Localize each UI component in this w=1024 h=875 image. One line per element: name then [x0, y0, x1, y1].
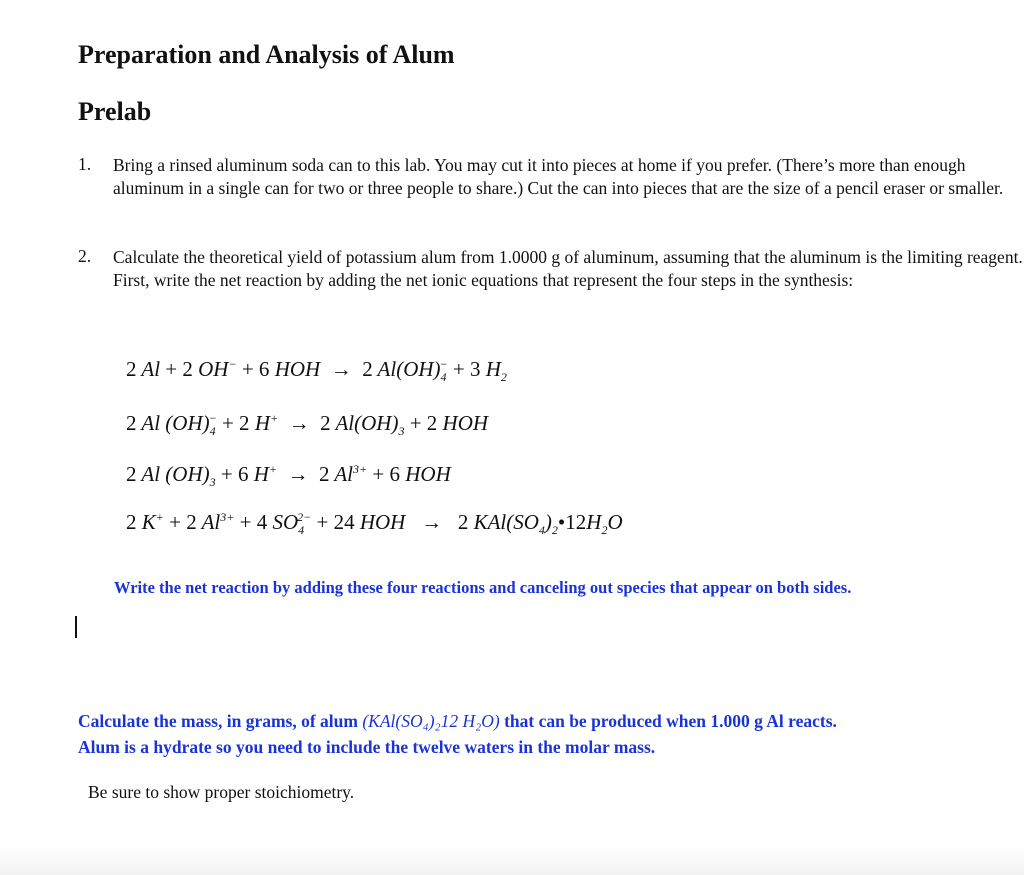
item-text: Bring a rinsed aluminum soda can to this lab. You may cut it into pieces at home if you prefer. (There’s more than enough aluminum in a single can for two or three people to share.) Cut the can into pieces that are the size of a pencil eraser or smaller. [113, 155, 1004, 198]
page-title: Preparation and Analysis of Alum [78, 40, 455, 69]
equation-3: 2 Al $(OH)_3 + 6$ H+ → 2 $Al^{3+} + 6$ HOH [126, 462, 451, 490]
reminder-text: Be sure to show proper stoichiometry. [88, 782, 355, 802]
calculation-prompt [78, 708, 1018, 760]
item-number: 2. [78, 246, 92, 266]
equation-1: 2 Al + 2 OH− + 6 HOH → 2 $Al(OH)_4^- + 3$ $H_2$ [126, 357, 507, 385]
alum-formula: (KAl(SO₄)₂12 H₂O) [362, 711, 500, 731]
calc-prompt-end: that can be produced when 1.000 g Al reacts. [504, 711, 837, 731]
section-heading: Prelab [78, 97, 152, 126]
calc-prompt-start: Calculate the mass, in grams, of alum [78, 711, 358, 731]
net-reaction-prompt: Write the net reaction by adding these four reactions and canceling out species that appear on both sides. [114, 578, 852, 597]
item-number: 1. [78, 154, 92, 174]
equation-4: 2 K+ + 2 $Al^{3+} + 4$ $SO_4^{2-} + 24$ HOH → 2 $KAl(SO_4)_2•12H_2O$ [126, 510, 623, 538]
equation-2: 2 Al $(OH)_4^- + 2$ H+ → 2 $Al(OH)_3 + 2$ HOH [126, 411, 489, 439]
text-cursor [75, 616, 77, 638]
item-text: Calculate the theoretical yield of potassium alum from 1.0000 g of aluminum, assuming that the aluminum is the limiting reagent. First, write the net reaction by adding the net ionic equations that represent the four steps in the synthesis: [113, 247, 1023, 290]
page-footer-shadow [0, 845, 1024, 875]
calc-prompt-line2: Alum is a hydrate so you need to include the twelve waters in the molar mass. [78, 737, 656, 757]
